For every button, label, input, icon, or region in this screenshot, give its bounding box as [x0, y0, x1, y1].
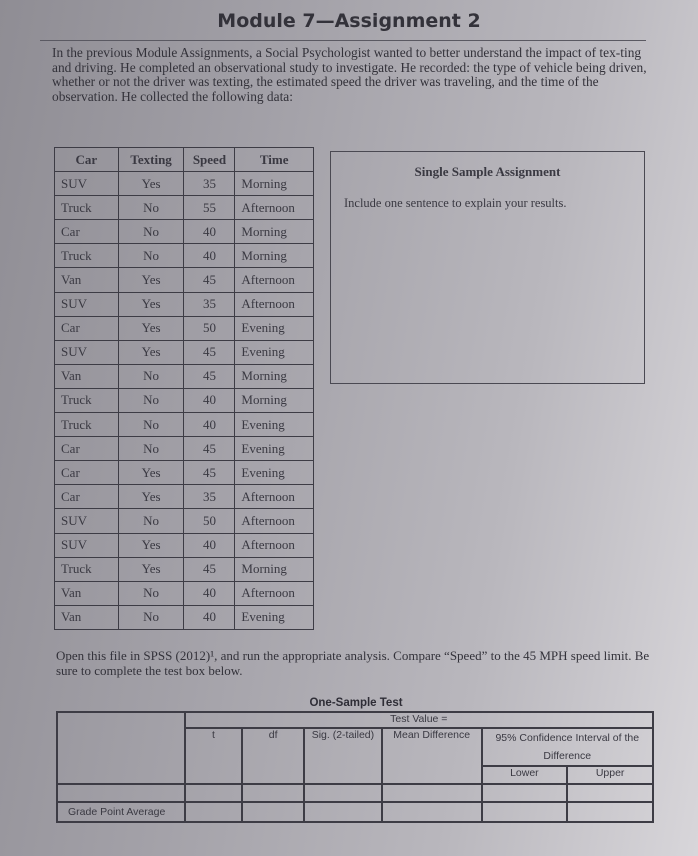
table-row — [55, 292, 314, 316]
page-title: Module 7—Assignment 2 — [217, 10, 481, 32]
cell-speed: 45 — [184, 557, 235, 581]
upper-value-input[interactable] — [567, 784, 653, 802]
cell-speed: 55 — [184, 196, 235, 220]
single-sample-assignment-box[interactable] — [330, 151, 645, 384]
cell-time: Evening — [235, 340, 314, 364]
cell-speed: 45 — [184, 461, 235, 485]
t-value-input[interactable] — [185, 784, 243, 802]
cell-time: Afternoon — [235, 509, 314, 533]
col-header-mean-difference: Mean Difference — [382, 728, 482, 784]
cell-time: Afternoon — [235, 196, 314, 220]
col-header-confidence-interval: 95% Confidence Interval of the Difference — [482, 728, 653, 766]
observation-data-table — [54, 147, 314, 630]
table-row — [55, 557, 314, 581]
cell-time: Morning — [235, 244, 314, 268]
data-table-header-row — [55, 148, 314, 172]
cell-time: Morning — [235, 220, 314, 244]
cell-speed: 40 — [184, 533, 235, 557]
cell-texting: No — [118, 581, 184, 605]
cell-car: SUV — [55, 292, 119, 316]
instruction-paragraph: Open this file in SPSS (2012)¹, and run the appropriate analysis. Compare “Speed” to the 45 MPH speed limit. Be sure to complete the test box below. — [56, 648, 650, 678]
cell-texting: Yes — [118, 268, 184, 292]
mean-difference-input[interactable] — [382, 784, 482, 802]
cell-time: Morning — [235, 364, 314, 388]
cell-car: Car — [55, 485, 119, 509]
col-header-t: t — [185, 728, 243, 784]
cell-texting: No — [118, 388, 184, 412]
cell-time: Afternoon — [235, 581, 314, 605]
table-row — [55, 220, 314, 244]
gpa-upper-input[interactable] — [567, 802, 653, 822]
cell-texting: Yes — [118, 316, 184, 340]
cell-car: Van — [55, 581, 119, 605]
cell-car: Truck — [55, 557, 119, 581]
header-speed: Speed — [184, 148, 235, 172]
cell-texting: Yes — [118, 557, 184, 581]
cell-speed: 40 — [184, 244, 235, 268]
table-row — [55, 437, 314, 461]
header-texting: Texting — [118, 148, 184, 172]
cell-texting: Yes — [118, 461, 184, 485]
table-row — [55, 388, 314, 412]
cell-time: Afternoon — [235, 485, 314, 509]
lower-value-input[interactable] — [482, 784, 568, 802]
cell-time: Afternoon — [235, 292, 314, 316]
cell-speed: 35 — [184, 292, 235, 316]
cell-time: Evening — [235, 413, 314, 437]
cell-car: Car — [55, 316, 119, 340]
cell-texting: No — [118, 605, 184, 629]
table-row — [55, 413, 314, 437]
cell-car: Van — [55, 364, 119, 388]
gpa-sig-input[interactable] — [304, 802, 382, 822]
cell-speed: 35 — [184, 172, 235, 196]
cell-speed: 40 — [184, 388, 235, 412]
cell-texting: No — [118, 220, 184, 244]
cell-texting: Yes — [118, 340, 184, 364]
sig-value-input[interactable] — [304, 784, 382, 802]
cell-speed: 45 — [184, 437, 235, 461]
table-row — [55, 316, 314, 340]
cell-texting: No — [118, 413, 184, 437]
assignment-box-note: Include one sentence to explain your results. — [344, 196, 567, 210]
df-value-input[interactable] — [242, 784, 304, 802]
cell-car: SUV — [55, 172, 119, 196]
table-row — [55, 485, 314, 509]
table-row — [55, 244, 314, 268]
cell-texting: No — [118, 244, 184, 268]
cell-car: SUV — [55, 509, 119, 533]
row-label-header-cell — [57, 712, 185, 784]
cell-time: Evening — [235, 316, 314, 340]
cell-speed: 40 — [184, 220, 235, 244]
table-row — [55, 533, 314, 557]
cell-speed: 45 — [184, 340, 235, 364]
cell-texting: Yes — [118, 292, 184, 316]
col-header-upper: Upper — [567, 766, 653, 784]
cell-car: Truck — [55, 413, 119, 437]
gpa-mean-difference-input[interactable] — [382, 802, 482, 822]
cell-speed: 50 — [184, 509, 235, 533]
header-car: Car — [55, 148, 119, 172]
cell-car: Car — [55, 461, 119, 485]
table-row — [55, 509, 314, 533]
cell-car: SUV — [55, 533, 119, 557]
table-row — [55, 340, 314, 364]
cell-time: Morning — [235, 557, 314, 581]
cell-time: Afternoon — [235, 533, 314, 557]
cell-speed: 40 — [184, 605, 235, 629]
cell-texting: No — [118, 509, 184, 533]
table-row — [55, 196, 314, 220]
cell-car: Truck — [55, 196, 119, 220]
cell-time: Evening — [235, 605, 314, 629]
spacer-cell — [57, 784, 185, 802]
cell-speed: 35 — [184, 485, 235, 509]
cell-car: Van — [55, 605, 119, 629]
cell-car: Van — [55, 268, 119, 292]
table-row — [55, 581, 314, 605]
cell-time: Morning — [235, 388, 314, 412]
cell-time: Evening — [235, 461, 314, 485]
cell-car: Car — [55, 220, 119, 244]
gpa-lower-input[interactable] — [482, 802, 568, 822]
table-row — [55, 364, 314, 388]
table-row — [55, 605, 314, 629]
cell-time: Afternoon — [235, 268, 314, 292]
row-label-grade-point-average: Grade Point Average — [57, 802, 185, 822]
cell-time: Morning — [235, 172, 314, 196]
cell-texting: No — [118, 437, 184, 461]
intro-paragraph: In the previous Module Assignments, a Social Psychologist wanted to better understand the impact of tex-ting and driving. He completed an observational study to investigate. He recorded: the type of vehicle being driven, whether or not the driver was texting, the estimated speed the driver was traveling, and the time of the observation. He collected the following data: — [52, 45, 647, 104]
title-divider — [40, 40, 646, 41]
cell-car: SUV — [55, 340, 119, 364]
cell-car: Truck — [55, 388, 119, 412]
table-row — [55, 268, 314, 292]
gpa-t-input[interactable] — [185, 802, 243, 822]
cell-speed: 45 — [184, 268, 235, 292]
cell-texting: No — [118, 196, 184, 220]
cell-texting: No — [118, 364, 184, 388]
assignment-box-heading: Single Sample Assignment — [414, 164, 561, 179]
cell-car: Car — [55, 437, 119, 461]
header-time: Time — [235, 148, 314, 172]
cell-texting: Yes — [118, 485, 184, 509]
col-header-lower: Lower — [482, 766, 568, 784]
cell-car: Truck — [55, 244, 119, 268]
cell-speed: 40 — [184, 581, 235, 605]
one-sample-test-table — [56, 711, 654, 823]
cell-time: Evening — [235, 437, 314, 461]
cell-texting: Yes — [118, 533, 184, 557]
cell-speed: 50 — [184, 316, 235, 340]
cell-speed: 40 — [184, 413, 235, 437]
cell-speed: 45 — [184, 364, 235, 388]
one-sample-test-title: One-Sample Test — [309, 697, 403, 709]
col-header-df: df — [242, 728, 304, 784]
col-header-sig: Sig. (2-tailed) — [304, 728, 382, 784]
gpa-df-input[interactable] — [242, 802, 304, 822]
table-row — [55, 461, 314, 485]
test-value-cell[interactable]: Test Value = — [185, 712, 653, 728]
cell-texting: Yes — [118, 172, 184, 196]
table-row — [55, 172, 314, 196]
